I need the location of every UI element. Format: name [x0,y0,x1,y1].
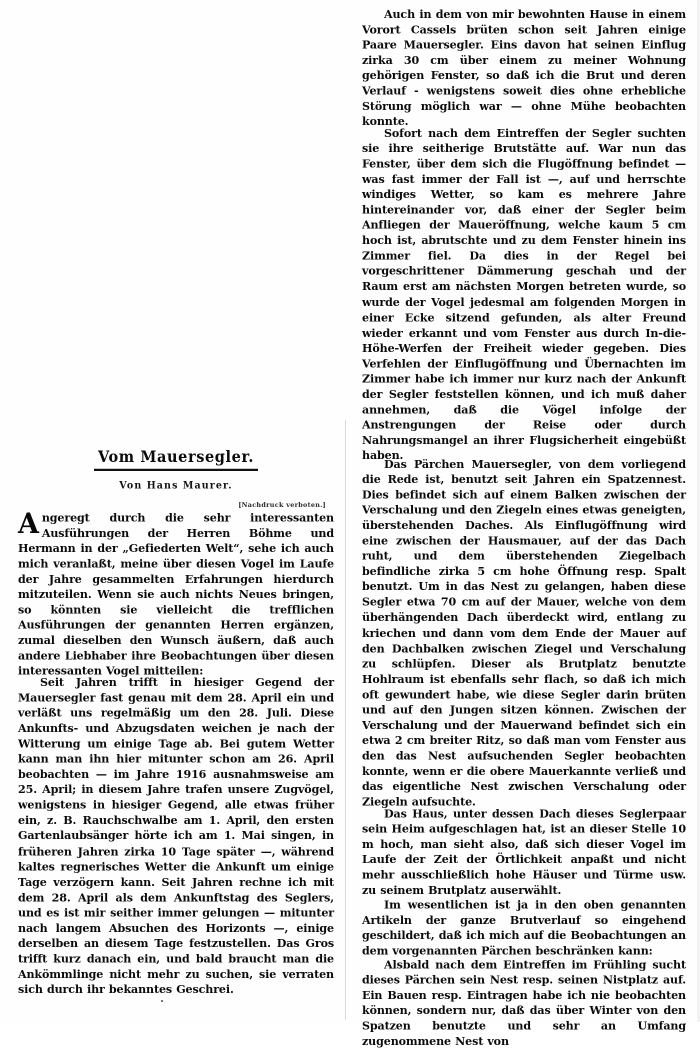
article-title: Vom Mauersegler. [94,447,258,471]
article-header [18,448,334,491]
paragraph-text: Auch in dem von mir bewohnten Hause in einem Vorort Cassels brüten schon seit Jahren einige Paare Mauersegler. Eins davon hat seinen Einflug zirka 30 cm über einem zu meiner Wohnung gehörigen Fenster, so daß ich die Brut und deren Verlauf - wenigstens soweit dies ohne erhebliche Störung möglich war — ohne Mühe beobachten konnte. [362,7,686,129]
paragraph-text: Alsbald nach dem Eintreffen im Frühling sucht dieses Pärchen sein Nest resp. seinen Nistplatz auf. Ein Bauen resp. Eintragen habe ich nie beobachten können, sondern nur, daß das über Winter von den Spatzen benutzte und sehr an Umfang zugenommene Nest von [362,958,686,1049]
paragraph [362,126,686,464]
paragraph-text: Sofort nach dem Eintreffen der Segler suchten sie ihre seitherige Brutstätte auf. War nun das Fenster, über dem sich die Flugöffnung befindet — was fast immer der Fall ist —, auf und herrschte windiges Wetter, so kam es mehrere Jahre hintereinander vor, daß einer der Segler beim Anfliegen der Maueröffnung, welche kaum 5 cm hoch ist, abrutschte und zu dem Fenster hinein ins Zimmer fiel. Da dies in der Regel bei vorgeschrittener Dämmerung geschah und der Raum erst am nächsten Morgen betreten wurde, so wurde der Vogel jedesmal am folgenden Morgen in einer Ecke sitzend gefunden, als alter Freund wieder erkannt und vom Fenster aus durch In-die-Höhe-Werfen der Freiheit wieder gegeben. Dies Verfehlen der Einflugöffnung und Übernachten im Zimmer habe ich immer nur kurz nach der Ankunft der Segler feststellen können, und ich muß daher annehmen, daß die Vögel infolge der Anstrengungen der Reise oder durch Nahrungsmangel an ihrer Flugsicherheit eingebüßt haben. [362,126,686,463]
right-column [348,0,700,1049]
paragraph [362,457,686,810]
paragraph-text: Im wesentlichen ist ja in den oben genannten Artikeln der ganze Brutverlauf so eingehend geschildert, daß ich mich auf die Beobachtungen an dem vorgenannten Pärchen beschränken kann: [362,898,686,958]
paragraph-text: Das Haus, unter dessen Dach dieses Seglerpaar sein Heim aufgeschlagen hat, ist an dieser Stelle 10 m hoch, man sieht also, daß sich dieser Vogel im Laufe der Zeit der Örtlichkeit anpaßt und nicht mehr ausschließlich hohe Häuser und Türme usw. zu seinem Brutplatz auserwählt. [362,807,686,898]
drop-cap-letter: A [18,508,39,540]
paragraph-text: Das Pärchen Mauersegler, von dem vorliegend die Rede ist, benutzt seit Jahren ein Spatzennest. Dies befindet sich auf einem Balken zwischen der Verschalung und den Ziegeln eines etwas geneigten, überstehenden Daches. Als Einflugöffnung wird eine zwischen der Hausmauer, auf der das Dach ruht, und dem überstehenden Ziegelbach befindliche zirka 5 cm hohe Öffnung resp. Spalt benutzt. Um in das Nest zu gelangen, haben diese Segler etwa 70 cm auf der Mauer, welche von dem überhängenden Dach überdeckt wird, entlang zu kriechen und dann vom dem Ende der Mauer auf den Dachbalken zwischen Ziegel und Verschalung zu schlüpfen. Dieser als Brutplatz benutzte Hohlraum ist ebenfalls sehr flach, so daß ich mich oft gewundert habe, wie diese Segler darin brüten und auf den Jungen sitzen können. Zwischen der Verschalung und der Mauerwand befindet sich ein etwa 2 cm breiter Ritz, so daß man vom Fenster aus den das Nest aufsuchenden Segler beobachten konnte, wenn er die obere Mauerkannte verließ und das eigentliche Nest zwischen Verschalung oder Ziegeln aufsuchte. [362,457,686,809]
ink-speck [161,1000,163,1002]
right-column-body [362,8,686,1049]
paragraph [362,7,686,130]
paragraph [18,510,334,679]
paragraph [18,675,334,997]
left-column-body [18,508,334,997]
paragraph-text: Seit Jahren trifft in hiesiger Gegend der Mauersegler fast genau mit dem 28. April ein und verläßt uns regelmäßig um den 28. Juli. Diese Ankunfts- und Abzugsdaten weichen je nach der Witterung um einige Tage ab. Bei gutem Wetter kann man ihn hier mitunter schon am 26. April beobachten — im Jahre 1916 ausnahmsweise am 25. April; in diesem Jahre trafen unsere Zugvögel, wenigstens in hiesiger Gegend, alle etwas früher ein, z. B. Rauchschwalbe am 1. April, den ersten Gartenlaubsänger hörte ich am 1. Mai singen, in früheren Jahren zirka 10 Tage später —, während kaltes regnerisches Wetter die Ankunft um einige Tage verzögern kann. Seit Jahren rechne ich mit dem 28. April als dem Ankunftstag des Seglers, und es ist mir seither immer gelungen — mitunter nach langem Absuchen des Horizonts —, einige derselben an diesem Tage festzustellen. Das Gros trifft kurz danach ein, und bald braucht man die Ankömmlinge nicht mehr zu suchen, sie verraten sich durch ihr bekanntes Geschrei. [18,675,334,997]
paragraph [362,897,686,958]
paragraph [362,958,686,1050]
paragraph [362,806,686,898]
article-byline: Von Hans Maurer. [119,479,233,492]
left-column [0,0,348,1022]
reprint-prohibited-note: [Nachdruck verboten.] [238,501,326,509]
paragraph-text: ngeregt durch die sehr interessanten Ausführungen der Herren Böhme und Hermann in der „Gefiederten Welt“, sehe ich auch mich veranlaßt, meine über diesen Vogel im Laufe der Jahre gesammelten Erfahrungen hierdurch mitzuteilen. Wenn sie auch nichts Neues bringen, so könnten sie vielleicht die trefflichen Ausführungen der genannten Herren ergänzen, zumal dieselben den Wunsch äußern, daß auch andere Liebhaber ihre Beobachtungen über diesen interessanten Vogel mitteilen: [18,511,334,679]
top-blank-space [18,8,334,448]
